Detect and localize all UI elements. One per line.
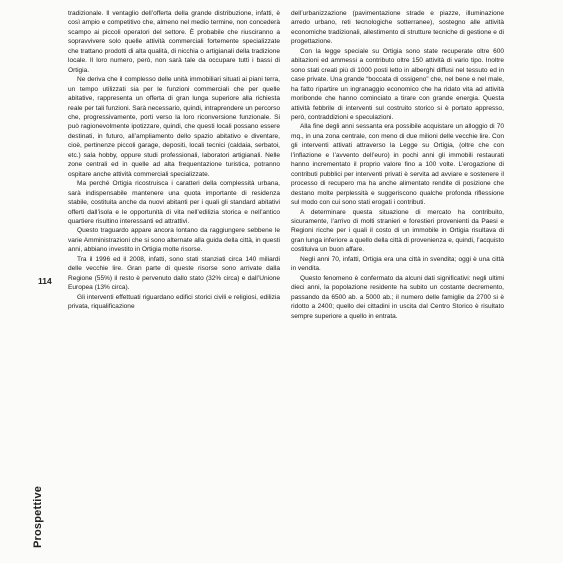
paragraph: Questo fenomeno è confermato da alcuni dati significativi: negli ultimi dieci anni, la popolazione residente ha subito un costante decremento, passando da 6500 ab. a 5000 ab.; il numero delle famiglie da 2700 si è ridotto a 2400; quello dei cittadini in uscita dal Centro Storico è risultato sempre superiore a quello in entrata. (291, 274, 504, 320)
running-head: Prospettive (32, 485, 44, 548)
left-text-column (68, 9, 280, 312)
paragraph: Ne deriva che il complesso delle unità immobiliari situati ai piani terra, un tempo utilizzati sia per le funzioni commerciali che per quelle abitative, rappresenta un offerta di gran lunga superiore alla richiesta reale per tali funzioni. Sarà necessario, quindi, intraprendere un percorso che, progressivamente, porti verso la loro riconversione funzionale. Si può ragionevolmente ipotizzare, quindi, che questi locali possano essere destinati, in futuro, all’ampliamento dello spazio abitativo e diventare, cioè, pertinenze piccoli garage, depositi, locali tecnici (caldaia, serbatoi, etc.) sala hobby, oppure studi professionali, laboratori artigianali. Nelle zone centrali ed in quelle ad alta frequentazione turistica, potranno ospitare anche attività commerciali specializzate. (68, 76, 280, 178)
right-text-column (291, 9, 504, 321)
paragraph: A determinare questa situazione di mercato ha contribuito, sicuramente, l’arrivo di molti stranieri e forestieri provenienti da Paesi e Regioni ricche per i quali il costo di un immobile in Ortigia risultava di gran lunga inferiore a quello della città di provenienza e, quindi, l’acquisto costituiva un buon affare. (291, 208, 504, 254)
paragraph: Questo traguardo appare ancora lontano da raggiungere sebbene le varie Amministrazioni che si sono alternate alla guida della città, in questi anni, abbiano investito in Ortigia molte risorse. (68, 227, 280, 254)
paragraph: Negli anni 70, infatti, Ortigia era una città in svendita; oggi è una città in vendita. (291, 255, 504, 273)
paragraph: dell’urbanizzazione (pavimentazione strade e piazze, illuminazione arredo urbano, reti tecnologiche sotterranee), sostegno alle attività economiche tradizionali, allestimento di strutture tecniche di gestione e di progettazione. (291, 10, 504, 46)
paragraph: Ma perché Ortigia ricostruisca i caratteri della complessità urbana, sarà indispensabile mantenere una quota importante di residenza stabile, costituita anche da nuovi abitanti per i quali gli standard abitativi offerti dall’isola e le opportunità di vita nell’edilizia storica e nell’antico quartiere risultino interessanti ed attrattivi. (68, 180, 280, 225)
paragraph: Tra il 1996 ed il 2008, infatti, sono stati stanziati circa 140 miliardi delle vecchie lire. Gran parte di queste risorse sono arrivate dalla Regione (55%) il resto è pervenuto dallo stato (32% circa) e dall’Unione Europea (13% circa). (68, 255, 280, 292)
page-number: 114 (38, 276, 52, 286)
paragraph: Alla fine degli anni sessanta era possibile acquistare un alloggio di 70 mq., in una zona centrale, con meno di due milioni delle vecchie lire. Con gli interventi attivati attraverso la Legge su Ortigia, (oltre che con l’inflazione e l’avvento dell’euro) in pochi anni gli immobili restaurati hanno incrementato il proprio valore fino a 100 volte. L’erogazione di contributi pubblici per interventi privati è servita ad avviare e sostenere il processo di recupero ma ha anche alimentato rendite di posizione che destano molte perplessità e suggeriscono qualche profonda riflessione sul modo con cui sono stati erogati i contributi. (291, 123, 504, 207)
paragraph: Gli interventi effettuati riguardano edifici storici civili e religiosi, edilizia privata, riqualificazione (68, 293, 280, 311)
paragraph: tradizionale. Il ventaglio dell’offerta della grande distribuzione, infatti, è così ampio e competitivo che, almeno nel medio termine, non concederà scampo ai piccoli operatori del settore. È probabile che riusciranno a sopravvivere solo quelle attività commerciali fortemente specializzate che trattano prodotti di alta qualità, di nicchia o artigianali della tradizione locale. Il loro numero, però, non sarà tale da occupare tutti i bassi di Ortigia. (68, 10, 280, 74)
paragraph: Con la legge speciale su Ortigia sono state recuperate oltre 600 abitazioni ed ammessi a contributo oltre 150 attività di vario tipo. Inoltre sono stati creati più di 1000 posti letto in alberghi diffusi nel tessuto ed in case private. Una grande “boccata di ossigeno” che, nel bene e nel male, ha fatto ripartire un ingranaggio economico che ha ridato vita ad attività moribonde che hanno cominciato a tirare con grande energia. Questa attività febbrile di interventi sul costruito storico si è portato appresso, però, contraddizioni e speculazioni. (291, 47, 504, 121)
